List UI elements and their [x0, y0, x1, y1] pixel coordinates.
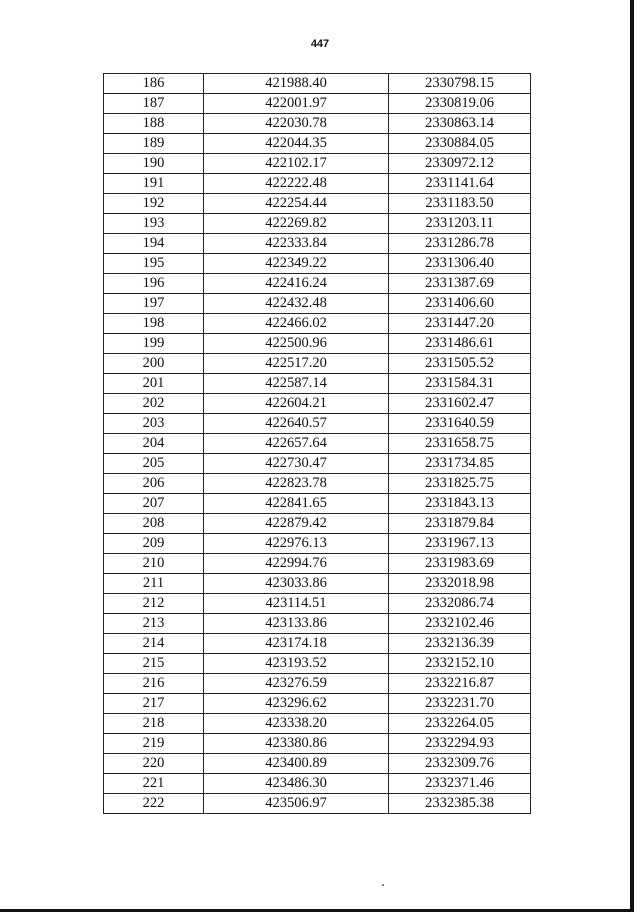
coordinates-table [103, 73, 531, 814]
point-number-cell: 196 [104, 274, 204, 294]
table-row [104, 234, 531, 254]
table-row [104, 254, 531, 274]
table-row [104, 774, 531, 794]
table-row [104, 214, 531, 234]
x-coordinate-cell: 422587.14 [204, 374, 389, 394]
y-coordinate-cell: 2332152.10 [389, 654, 531, 674]
x-coordinate-cell: 422333.84 [204, 234, 389, 254]
y-coordinate-cell: 2331658.75 [389, 434, 531, 454]
page-number: 447 [310, 38, 330, 50]
y-coordinate-cell: 2331734.85 [389, 454, 531, 474]
point-number-cell: 198 [104, 314, 204, 334]
point-number-cell: 217 [104, 694, 204, 714]
x-coordinate-cell: 423033.86 [204, 574, 389, 594]
y-coordinate-cell: 2331203.11 [389, 214, 531, 234]
table-row [104, 674, 531, 694]
y-coordinate-cell: 2330798.15 [389, 74, 531, 94]
x-coordinate-cell: 422841.65 [204, 494, 389, 514]
point-number-cell: 188 [104, 114, 204, 134]
y-coordinate-cell: 2330819.06 [389, 94, 531, 114]
table-row [104, 454, 531, 474]
x-coordinate-cell: 422044.35 [204, 134, 389, 154]
x-coordinate-cell: 423400.89 [204, 754, 389, 774]
table-row [104, 474, 531, 494]
point-number-cell: 201 [104, 374, 204, 394]
x-coordinate-cell: 422879.42 [204, 514, 389, 534]
y-coordinate-cell: 2331825.75 [389, 474, 531, 494]
y-coordinate-cell: 2331406.60 [389, 294, 531, 314]
table-row [104, 74, 531, 94]
point-number-cell: 213 [104, 614, 204, 634]
table-row [104, 554, 531, 574]
y-coordinate-cell: 2331879.84 [389, 514, 531, 534]
table-row [104, 134, 531, 154]
point-number-cell: 211 [104, 574, 204, 594]
table-row [104, 154, 531, 174]
point-number-cell: 205 [104, 454, 204, 474]
y-coordinate-cell: 2331967.13 [389, 534, 531, 554]
x-coordinate-cell: 422976.13 [204, 534, 389, 554]
point-number-cell: 193 [104, 214, 204, 234]
point-number-cell: 202 [104, 394, 204, 414]
y-coordinate-cell: 2331286.78 [389, 234, 531, 254]
x-coordinate-cell: 422001.97 [204, 94, 389, 114]
x-coordinate-cell: 423193.52 [204, 654, 389, 674]
x-coordinate-cell: 423276.59 [204, 674, 389, 694]
table-row [104, 654, 531, 674]
x-coordinate-cell: 422466.02 [204, 314, 389, 334]
point-number-cell: 220 [104, 754, 204, 774]
x-coordinate-cell: 422730.47 [204, 454, 389, 474]
table-row [104, 594, 531, 614]
point-number-cell: 215 [104, 654, 204, 674]
table-row [104, 574, 531, 594]
point-number-cell: 212 [104, 594, 204, 614]
table-row [104, 434, 531, 454]
table-row [104, 794, 531, 814]
table-row [104, 534, 531, 554]
point-number-cell: 195 [104, 254, 204, 274]
table-row [104, 714, 531, 734]
x-coordinate-cell: 422640.57 [204, 414, 389, 434]
table-row [104, 734, 531, 754]
x-coordinate-cell: 422349.22 [204, 254, 389, 274]
point-number-cell: 192 [104, 194, 204, 214]
x-coordinate-cell: 423133.86 [204, 614, 389, 634]
y-coordinate-cell: 2331387.69 [389, 274, 531, 294]
y-coordinate-cell: 2332294.93 [389, 734, 531, 754]
x-coordinate-cell: 423338.20 [204, 714, 389, 734]
x-coordinate-cell: 422432.48 [204, 294, 389, 314]
x-coordinate-cell: 422657.64 [204, 434, 389, 454]
table-row [104, 754, 531, 774]
y-coordinate-cell: 2330972.12 [389, 154, 531, 174]
y-coordinate-cell: 2331602.47 [389, 394, 531, 414]
x-coordinate-cell: 422030.78 [204, 114, 389, 134]
point-number-cell: 219 [104, 734, 204, 754]
point-number-cell: 222 [104, 794, 204, 814]
y-coordinate-cell: 2331141.64 [389, 174, 531, 194]
y-coordinate-cell: 2332371.46 [389, 774, 531, 794]
y-coordinate-cell: 2332385.38 [389, 794, 531, 814]
point-number-cell: 214 [104, 634, 204, 654]
table-row [104, 374, 531, 394]
x-coordinate-cell: 423174.18 [204, 634, 389, 654]
y-coordinate-cell: 2332136.39 [389, 634, 531, 654]
y-coordinate-cell: 2331447.20 [389, 314, 531, 334]
table-row [104, 414, 531, 434]
y-coordinate-cell: 2331306.40 [389, 254, 531, 274]
point-number-cell: 204 [104, 434, 204, 454]
point-number-cell: 203 [104, 414, 204, 434]
y-coordinate-cell: 2332018.98 [389, 574, 531, 594]
table-row [104, 294, 531, 314]
x-coordinate-cell: 423296.62 [204, 694, 389, 714]
point-number-cell: 209 [104, 534, 204, 554]
x-coordinate-cell: 422994.76 [204, 554, 389, 574]
table-row [104, 514, 531, 534]
y-coordinate-cell: 2332102.46 [389, 614, 531, 634]
point-number-cell: 210 [104, 554, 204, 574]
point-number-cell: 186 [104, 74, 204, 94]
x-coordinate-cell: 422222.48 [204, 174, 389, 194]
coordinates-table-body [104, 74, 531, 814]
table-row [104, 174, 531, 194]
table-row [104, 314, 531, 334]
point-number-cell: 199 [104, 334, 204, 354]
y-coordinate-cell: 2330884.05 [389, 134, 531, 154]
point-number-cell: 207 [104, 494, 204, 514]
table-row [104, 634, 531, 654]
x-coordinate-cell: 422500.96 [204, 334, 389, 354]
y-coordinate-cell: 2332309.76 [389, 754, 531, 774]
point-number-cell: 216 [104, 674, 204, 694]
x-coordinate-cell: 423114.51 [204, 594, 389, 614]
table-row [104, 334, 531, 354]
scan-speck [382, 884, 384, 886]
point-number-cell: 191 [104, 174, 204, 194]
point-number-cell: 189 [104, 134, 204, 154]
y-coordinate-cell: 2332264.05 [389, 714, 531, 734]
point-number-cell: 218 [104, 714, 204, 734]
x-coordinate-cell: 423380.86 [204, 734, 389, 754]
table-row [104, 394, 531, 414]
y-coordinate-cell: 2331505.52 [389, 354, 531, 374]
point-number-cell: 206 [104, 474, 204, 494]
x-coordinate-cell: 422823.78 [204, 474, 389, 494]
table-row [104, 614, 531, 634]
table-row [104, 94, 531, 114]
y-coordinate-cell: 2330863.14 [389, 114, 531, 134]
x-coordinate-cell: 421988.40 [204, 74, 389, 94]
y-coordinate-cell: 2331183.50 [389, 194, 531, 214]
table-row [104, 274, 531, 294]
x-coordinate-cell: 422416.24 [204, 274, 389, 294]
y-coordinate-cell: 2332216.87 [389, 674, 531, 694]
y-coordinate-cell: 2331486.61 [389, 334, 531, 354]
point-number-cell: 187 [104, 94, 204, 114]
y-coordinate-cell: 2331640.59 [389, 414, 531, 434]
point-number-cell: 221 [104, 774, 204, 794]
point-number-cell: 208 [104, 514, 204, 534]
table-row [104, 694, 531, 714]
y-coordinate-cell: 2331843.13 [389, 494, 531, 514]
point-number-cell: 190 [104, 154, 204, 174]
point-number-cell: 194 [104, 234, 204, 254]
x-coordinate-cell: 423506.97 [204, 794, 389, 814]
table-row [104, 494, 531, 514]
table-row [104, 194, 531, 214]
point-number-cell: 200 [104, 354, 204, 374]
x-coordinate-cell: 422102.17 [204, 154, 389, 174]
table-row [104, 354, 531, 374]
x-coordinate-cell: 422517.20 [204, 354, 389, 374]
y-coordinate-cell: 2332086.74 [389, 594, 531, 614]
x-coordinate-cell: 423486.30 [204, 774, 389, 794]
y-coordinate-cell: 2332231.70 [389, 694, 531, 714]
y-coordinate-cell: 2331584.31 [389, 374, 531, 394]
x-coordinate-cell: 422269.82 [204, 214, 389, 234]
x-coordinate-cell: 422604.21 [204, 394, 389, 414]
y-coordinate-cell: 2331983.69 [389, 554, 531, 574]
table-row [104, 114, 531, 134]
x-coordinate-cell: 422254.44 [204, 194, 389, 214]
point-number-cell: 197 [104, 294, 204, 314]
